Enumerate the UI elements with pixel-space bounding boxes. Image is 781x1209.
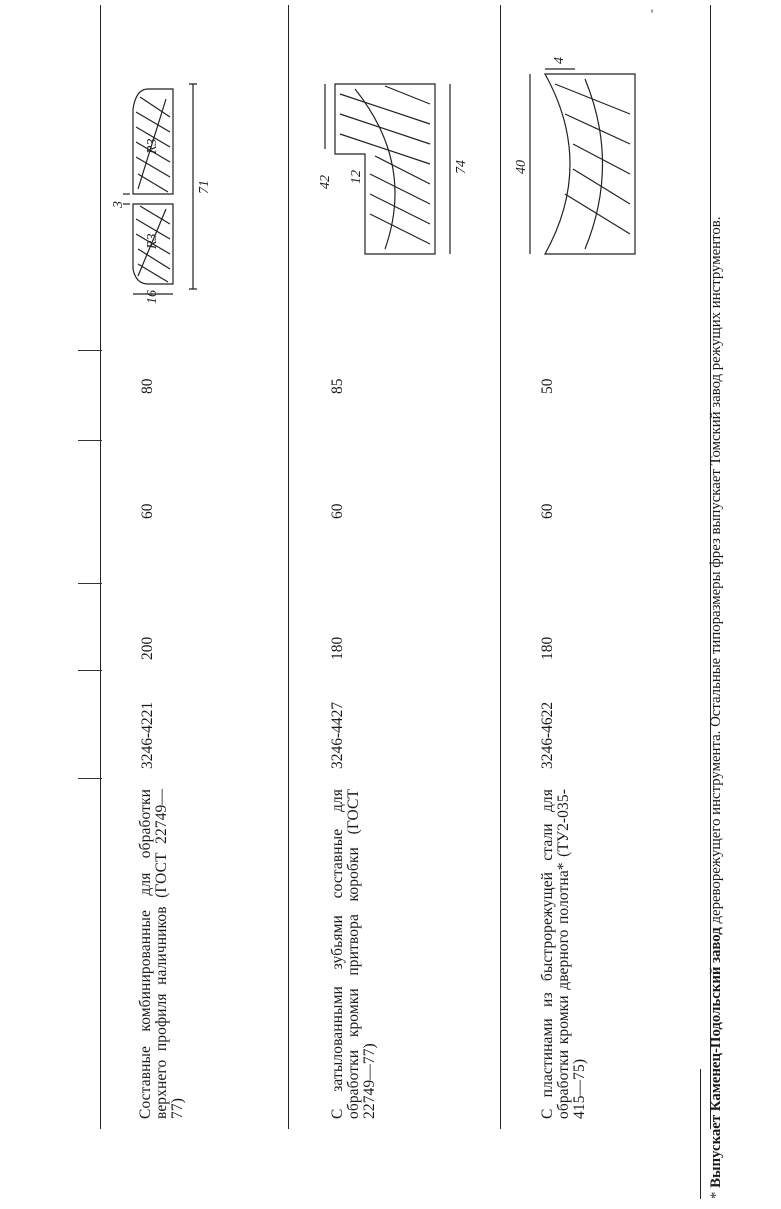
footnote-rule — [700, 1069, 701, 1199]
col-sep-code-d — [78, 670, 102, 671]
footnote-part3: завод режущих инструментов. — [708, 216, 724, 408]
row3-d: 180 — [539, 636, 556, 660]
col-sep-name-code — [78, 778, 102, 779]
corner-mark: - — [644, 9, 658, 13]
row1-name: Составные комбинированные для обработки верхнего профиля наличников (ГОСТ 22749—77) — [137, 789, 186, 1119]
footnote-star: * — [708, 1191, 724, 1199]
rule-row2-row3 — [500, 5, 501, 1129]
row1-code: 3246-4221 — [139, 701, 156, 769]
row2-d: 180 — [329, 636, 346, 660]
row1-h: 80 — [139, 378, 156, 394]
footnote-part2: дереворежущего инструмента. Остальные типоразмеры фрез выпускает Томский — [708, 411, 724, 924]
rule-row1-row2 — [288, 5, 289, 1129]
row3-b: 60 — [539, 503, 556, 519]
row3-name: С пластинами из быстрорежущей стали для обработки кромки дверного полотна* (ТУ2-035-415—75) — [539, 789, 588, 1119]
dim-label: 40 — [514, 160, 529, 174]
row2-b: 60 — [329, 503, 346, 519]
dim-label: R3 — [145, 138, 160, 154]
dim-label: 16 — [145, 290, 160, 304]
footnote-part1: Выпускает Каменец-Подольский завод — [708, 927, 724, 1188]
dim-label: 4 — [552, 57, 567, 64]
row1-profile-drawing — [111, 64, 268, 304]
row1-d: 200 — [139, 636, 156, 660]
row1-b: 60 — [139, 503, 156, 519]
rule-top — [100, 5, 101, 1129]
row2-name: С затылованными зубьями составные для обработки кромки притвора коробки (ГОСТ 22749—77) — [329, 789, 378, 1119]
row2-profile-drawing — [318, 64, 475, 274]
row2-code: 3246-4427 — [329, 701, 346, 769]
col-sep-d-b — [78, 583, 102, 584]
row2-h: 85 — [329, 378, 346, 394]
footnote — [708, 19, 724, 1199]
dim-label: 12 — [349, 170, 364, 184]
col-sep-h-drawing — [78, 350, 102, 351]
dim-label: 42 — [318, 175, 333, 189]
dim-label: R3 — [145, 233, 160, 249]
dim-label: 3 — [111, 201, 126, 208]
col-sep-b-h — [78, 440, 102, 441]
row3-code: 3246-4622 — [539, 701, 556, 769]
dim-label: 74 — [454, 160, 469, 174]
dim-label: 71 — [197, 180, 212, 194]
row3-profile-drawing — [514, 44, 675, 274]
row3-h: 50 — [539, 378, 556, 394]
